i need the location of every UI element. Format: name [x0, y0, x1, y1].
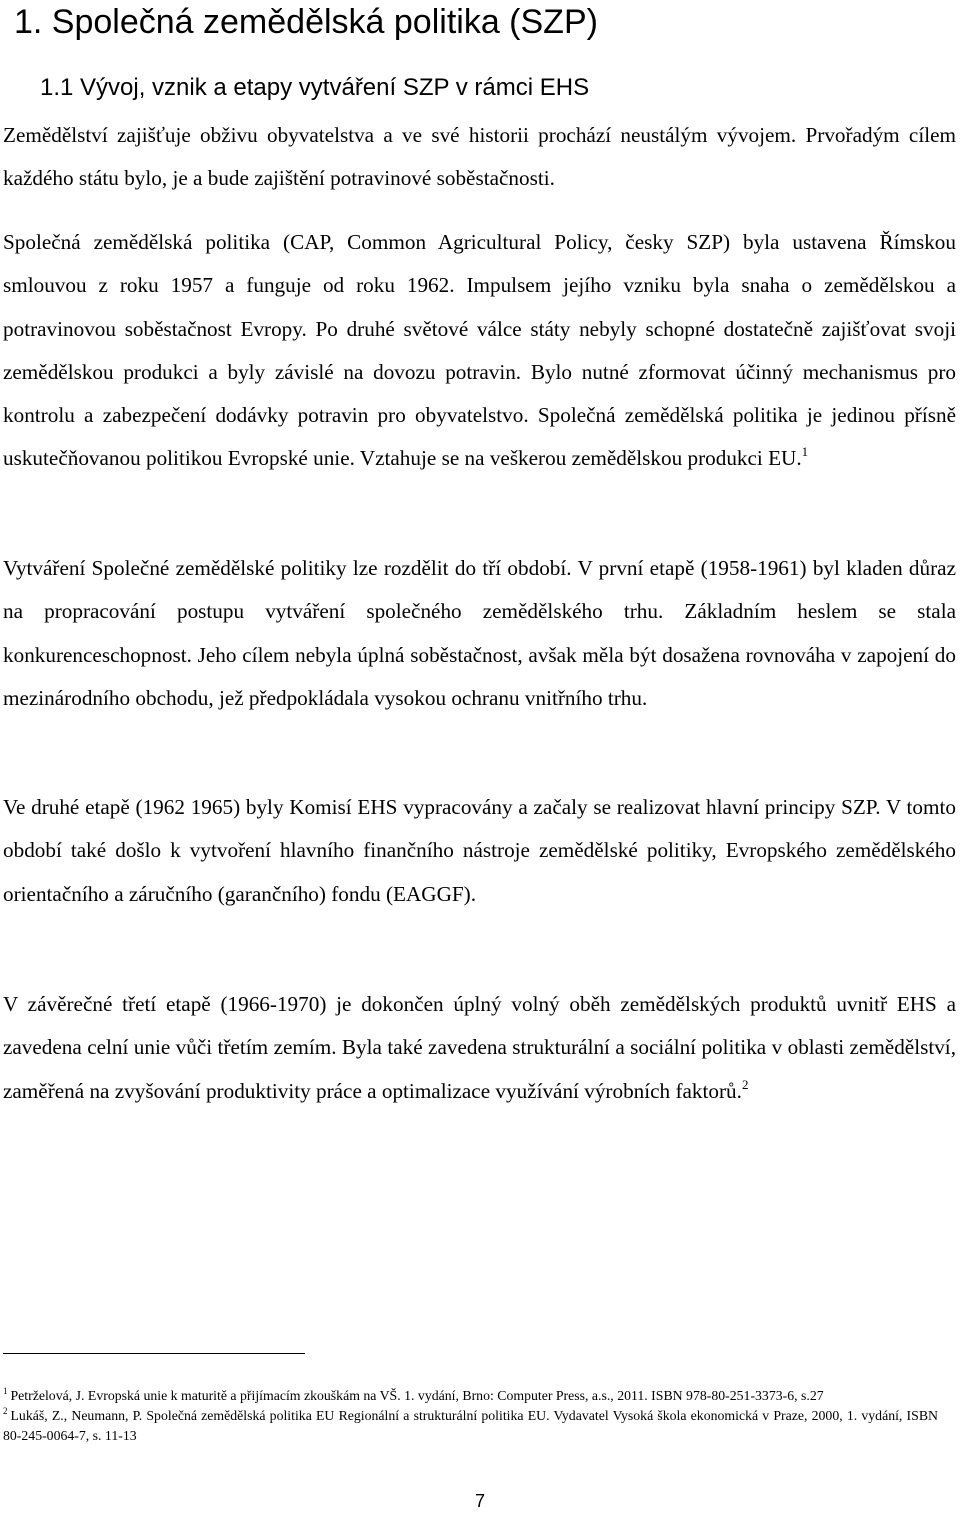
footnote-2-number: 2 [3, 1406, 8, 1416]
page-number: 7 [474, 1491, 485, 1511]
footnote-1-text: Petrželová, J. Evropská unie k maturitě a přijímacím zkouškám na VŠ. 1. vydání, Brno: Computer Press, a.s., 2011. ISBN 978-80-251-3373-6, s.27 [10, 1388, 824, 1403]
section-title: 1.1 Vývoj, vznik a etapy vytváření SZP v rámci EHS [40, 74, 590, 101]
footnote-1-number: 1 [3, 1386, 8, 1396]
paragraph-first-stage-text: Vytváření Společné zemědělské politiky lze rozdělit do tří období. V první etapě (1958-1961) byl kladen důraz na propracování postupu vytváření společného zemědělského trhu. Základním heslem se stala konkurenceschopnost. Jeho cílem nebyla úplná soběstačnost, avšak měla být dosažena rovnováha v zapojení do mezinárodního obchodu, jež předpokládala vysokou ochranu vnitřního trhu. [3, 556, 956, 710]
footnote-ref-2[interactable]: 2 [741, 1076, 749, 1092]
footnote-ref-1[interactable]: 1 [801, 444, 809, 460]
footnote-separator [3, 1353, 305, 1354]
paragraph-second-stage [3, 786, 956, 916]
footnote-2-text: Lukáš, Z., Neumann, P. Společná zemědělská politika EU Regionální a strukturální politika EU. Vydavatel Vysoká škola ekonomická v Praze, 2000, 1. vydání, ISBN 80-245-0064-7, s. 11-13 [3, 1408, 938, 1443]
footnotes [3, 1386, 938, 1446]
paragraph-cap-origin-text: Společná zemědělská politika (CAP, Common Agricultural Policy, česky SZP) byla ustavena Římskou smlouvou z roku 1957 a funguje od roku 1962. Impulsem jejího vzniku byla snaha o zemědělskou a potravinovou soběstačnost Evropy. Po druhé světové válce státy nebyly schopné dostatečně zajišťovat svoji zemědělskou produkci a byly závislé na dovozu potravin. Bylo nutné zformovat účinný mechanismus pro kontrolu a zabezpečení dodávky potravin pro obyvatelstvo. Společná zemědělská politika je jedinou přísně uskutečňovanou politikou Evropské unie. Vztahuje se na veškerou zemědělskou produkci EU. [3, 230, 956, 471]
paragraph-first-stage [3, 547, 956, 720]
footnote-1 [3, 1386, 938, 1406]
paragraph-intro-text: Zemědělství zajišťuje obživu obyvatelstva a ve své historii prochází neustálým vývojem. Prvořadým cílem každého státu bylo, je a bude zajištění potravinové soběstačnosti. [3, 123, 956, 191]
paragraph-cap-origin [3, 221, 956, 481]
chapter-title: 1. Společná zemědělská politika (SZP) [14, 3, 598, 41]
paragraph-second-stage-text: Ve druhé etapě (1962 1965) byly Komisí EHS vypracovány a začaly se realizovat hlavní principy SZP. V tomto období také došlo k vytvoření hlavního finančního nástroje zemědělské politiky, Evropského zemědělského orientačního a záručního (garančního) fondu (EAGGF). [3, 795, 956, 906]
paragraph-third-stage [3, 983, 956, 1113]
paragraph-intro [3, 114, 956, 201]
paragraph-third-stage-text: V závěrečné třetí etapě (1966-1970) je dokončen úplný volný oběh zemědělských produktů uvnitř EHS a zavedena celní unie vůči třetím zemím. Byla také zavedena strukturální a sociální politika v oblasti zemědělství, zaměřená na zvyšování produktivity práce a optimalizace využívání výrobních faktorů. [3, 992, 956, 1103]
footnote-2 [3, 1406, 938, 1446]
